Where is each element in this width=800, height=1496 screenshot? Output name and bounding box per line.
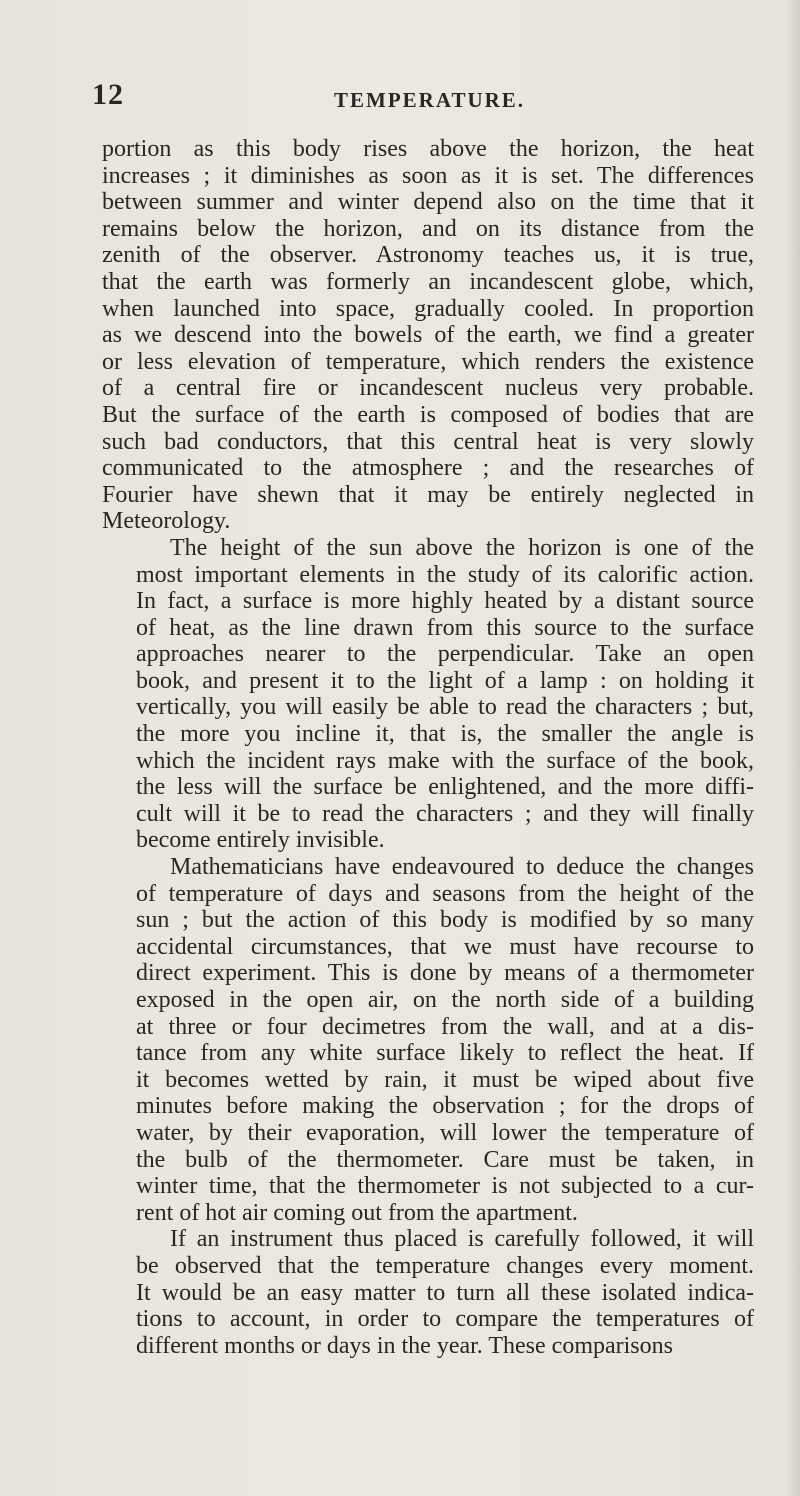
text-line: of temperature of days and seasons from the height of the: [136, 880, 754, 907]
text-line: that the earth was formerly an incandescent globe, which,: [102, 268, 754, 295]
text-line: book, and present it to the light of a lamp : on holding it: [136, 667, 754, 694]
text-line: The height of the sun above the horizon is one of the: [170, 534, 754, 561]
text-line: vertically, you will easily be able to read the characters ; but,: [136, 694, 754, 721]
text-line: the less will the surface be enlightened, and the more diffi-: [136, 774, 754, 801]
page-header: [92, 78, 730, 118]
text-line: accidental circumstances, that we must have recourse to: [136, 933, 754, 960]
text-line: In fact, a surface is more highly heated by a distant source: [136, 588, 754, 615]
text-line: tions to account, in order to compare the temperatures of: [136, 1306, 754, 1333]
text-line: tance from any white surface likely to reflect the heat. If: [136, 1040, 754, 1067]
text-line: winter time, that the thermometer is not subjected to a cur-: [136, 1173, 754, 1200]
text-line: or less elevation of temperature, which renders the existence: [102, 348, 754, 375]
text-line: Mathematicians have endeavoured to deduce the changes: [170, 854, 754, 881]
text-line: Meteorology.: [102, 508, 231, 535]
text-line: It would be an easy matter to turn all these isolated indica-: [136, 1279, 754, 1306]
paragraph: [102, 136, 754, 535]
page-edge-shadow: [786, 0, 800, 1496]
text-line: it becomes wetted by rain, it must be wiped about five: [136, 1066, 754, 1093]
text-line: most important elements in the study of its calorific action.: [136, 561, 754, 588]
text-line: between summer and winter depend also on the time that it: [102, 189, 754, 216]
page-number: 12: [92, 78, 124, 111]
paragraph: [102, 854, 754, 1226]
text-line: approaches nearer to the perpendicular. Take an open: [136, 641, 754, 668]
text-line: at three or four decimetres from the wall, and at a dis-: [136, 1013, 754, 1040]
text-line: rent of hot air coming out from the apartment.: [136, 1199, 578, 1226]
text-line: sun ; but the action of this body is modified by so many: [136, 907, 754, 934]
text-line: the more you incline it, that is, the smaller the angle is: [136, 721, 754, 748]
text-line: But the surface of the earth is composed of bodies that are: [102, 401, 754, 428]
text-line: exposed in the open air, on the north side of a building: [136, 987, 754, 1013]
text-line: increases ; it diminishes as soon as it is set. The differences: [102, 162, 754, 189]
text-line: direct experiment. This is done by means of a thermometer: [136, 960, 754, 987]
text-line: cult will it be to read the characters ; and they will finally: [136, 800, 754, 827]
text-line: zenith of the observer. Astronomy teaches us, it is true,: [102, 242, 754, 269]
text-line: water, by their evaporation, will lower the temperature of: [136, 1119, 754, 1146]
text-line: be observed that the temperature changes every moment.: [136, 1252, 754, 1279]
text-line: such bad conductors, that this central heat is very slowly: [102, 428, 754, 455]
text-line: Fourier have shewn that it may be entirely neglected in: [102, 481, 754, 508]
paragraph: [102, 535, 754, 854]
text-line: the bulb of the thermometer. Care must be taken, in: [136, 1146, 754, 1173]
text-line: minutes before making the observation ; for the drops of: [136, 1093, 754, 1120]
text-line: portion as this body rises above the horizon, the heat: [102, 136, 754, 162]
text-line: become entirely invisible.: [136, 827, 385, 854]
text-line: which the incident rays make with the surface of the book,: [136, 747, 754, 774]
paragraph: [102, 1226, 754, 1359]
text-line: of heat, as the line drawn from this source to the surface: [136, 614, 754, 641]
text-line: when launched into space, gradually cooled. In proportion: [102, 295, 754, 322]
text-line: as we descend into the bowels of the earth, we find a greater: [102, 322, 754, 349]
text-line: communicated to the atmosphere ; and the researches of: [102, 455, 754, 482]
text-line: of a central fire or incandescent nucleus very probable.: [102, 375, 754, 402]
running-title: TEMPERATURE.: [334, 88, 526, 112]
text-line: If an instrument thus placed is carefully followed, it will: [170, 1226, 754, 1253]
text-line: remains below the horizon, and on its distance from the: [102, 215, 754, 242]
body-text: [102, 136, 754, 1359]
text-line: different months or days in the year. These comparisons: [136, 1332, 673, 1359]
